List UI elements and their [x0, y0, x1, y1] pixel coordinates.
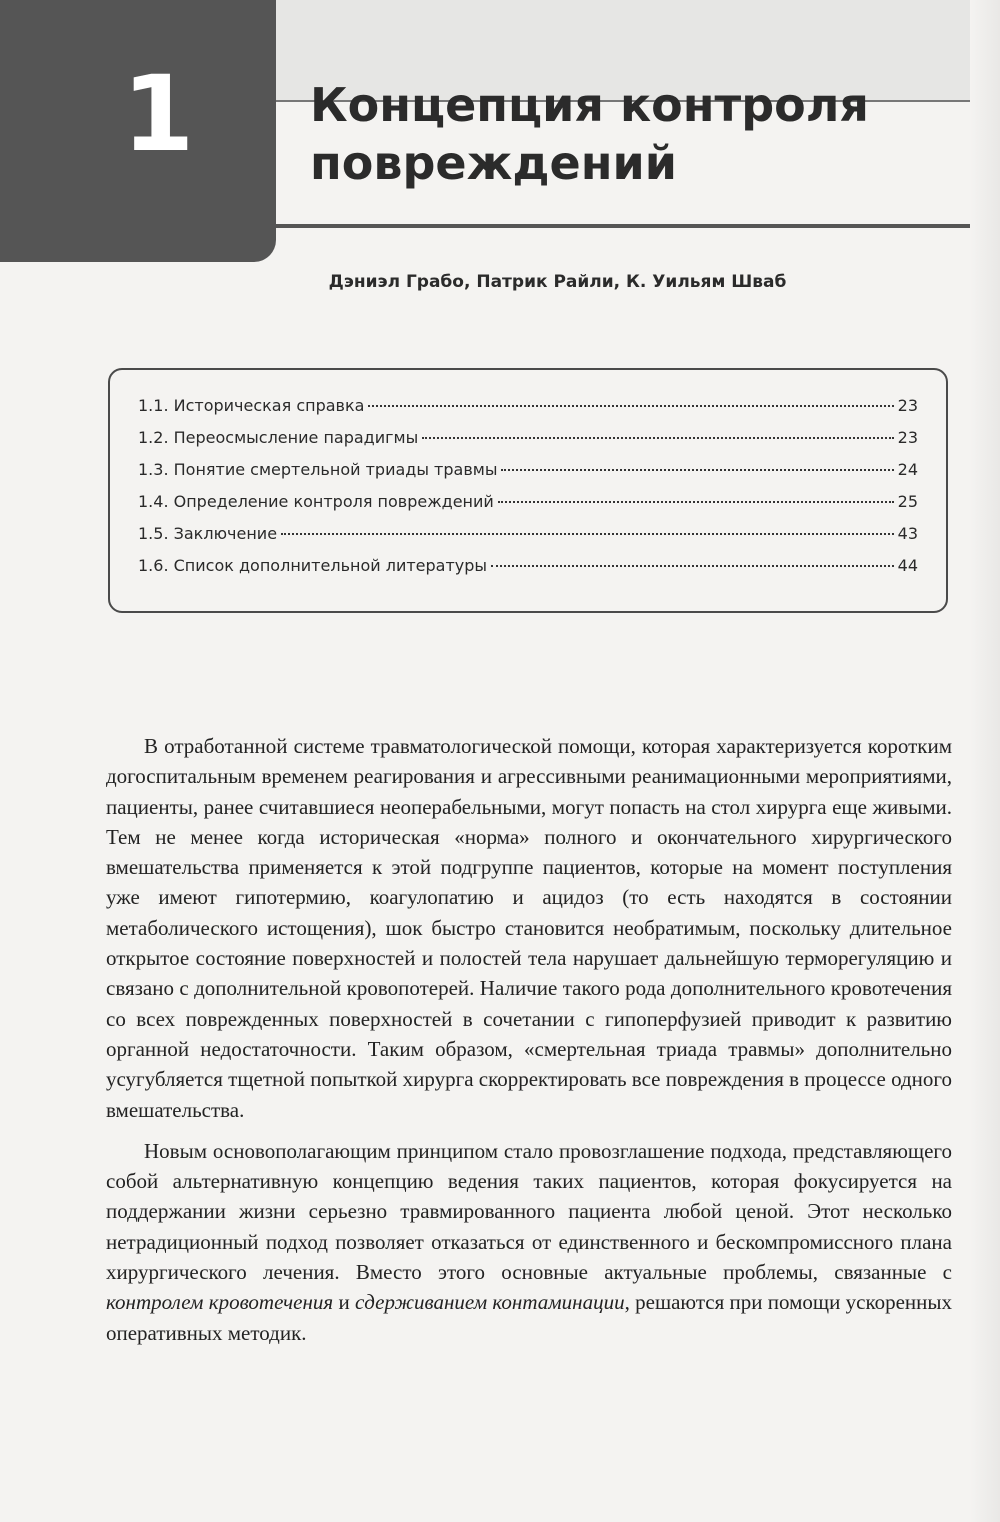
chapter-title [310, 76, 869, 192]
toc-item [138, 556, 918, 588]
toc-item [138, 428, 918, 460]
title-rule-bottom [276, 224, 970, 228]
paragraph-2-text: Новым основополагающим принципом стало провозглашение подхода, представляющего собой альтернативную концепцию ведения таких пациентов, которая фокусируется на поддержании жизни серьезно травмированного пациента любой ценой. Этот несколько нетрадиционный подход позволяет отказаться от единственного и бескомпромиссного плана хирургического лечения. Вместо этого основные актуальные проблемы, связанные с [106, 1138, 952, 1285]
toc-item [138, 460, 918, 492]
chapter-number: 1 [122, 53, 195, 175]
paragraph-2-text: и [333, 1290, 355, 1315]
toc-leader-dots [498, 501, 894, 503]
toc-item-label: 1.2. Переосмысление парадигмы [138, 428, 419, 447]
toc-leader-dots [281, 533, 894, 535]
toc-item-label: 1.3. Понятие смертельной триады травмы [138, 460, 498, 479]
toc-item-label: 1.1. Историческая справка [138, 396, 365, 415]
toc-item-page: 43 [897, 524, 918, 543]
chapter-title-line-2: повреждений [310, 136, 677, 190]
toc-item-page: 25 [897, 492, 918, 511]
emphasis-contamination-control: сдерживанием контаминации [354, 1290, 625, 1315]
toc-item-label: 1.4. Определение контроля повреждений [138, 492, 494, 511]
toc-leader-dots [422, 437, 893, 439]
authors-line: Дэниэл Грабо, Патрик Райли, К. Уильям Шваб [328, 272, 787, 292]
toc-item-label: 1.6. Список дополнительной литературы [138, 556, 488, 575]
toc-item-label: 1.5. Заключение [138, 524, 278, 543]
toc-item-page: 24 [897, 460, 918, 479]
table-of-contents [108, 368, 948, 613]
paragraph-1: В отработанной системе травматологической помощи, которая характеризуется коротким догоспитальным временем реагирования и агрессивными реанимационными мероприятиями, пациенты, ранее считавшиеся неоперабельными, могут попасть на стол хирурга еще живыми. Тем не менее когда историческая «норма» полного и окончательного хирургического вмешательства применяется к этой подгруппе пациентов, которые на момент поступления уже имеют гипотермию, коагулопатию и ацидоз (то есть находятся в состоянии метаболического истощения), шок быстро становится необратимым, поскольку длительное открытое состояние поверхностей и полостей тела нарушает дальнейшую терморегуляцию и связано с дополнительной кровопотерей. Наличие такого рода дополнительного кровотечения со всех поврежденных поверхностей в сочетании с гипоперфузией приводит к развитию органной недостаточности. Таким образом, «смертельная триада травмы» дополнительно усугубляется тщетной попыткой хирурга скорректировать все повреждения в процессе одного вмешательства. [106, 734, 952, 1122]
toc-leader-dots [368, 405, 893, 407]
toc-item-page: 23 [897, 396, 918, 415]
paragraph-2-text: , решаются при помощи ускоренных оперативных методик. [106, 1290, 952, 1345]
toc-item-page: 23 [897, 428, 918, 447]
body-text [106, 731, 952, 1359]
toc-leader-dots [501, 469, 893, 471]
toc-item [138, 396, 918, 428]
page-edge-shadow [970, 0, 1000, 1522]
toc-item [138, 492, 918, 524]
toc-item-page: 44 [897, 556, 918, 575]
chapter-title-line-1: Концепция контроля [310, 78, 869, 132]
paragraph-2 [106, 1136, 952, 1348]
emphasis-bleeding-control: контролем кровотечения [106, 1290, 334, 1315]
toc-leader-dots [491, 565, 894, 567]
chapter-number-block [0, 0, 276, 262]
toc-item [138, 524, 918, 556]
